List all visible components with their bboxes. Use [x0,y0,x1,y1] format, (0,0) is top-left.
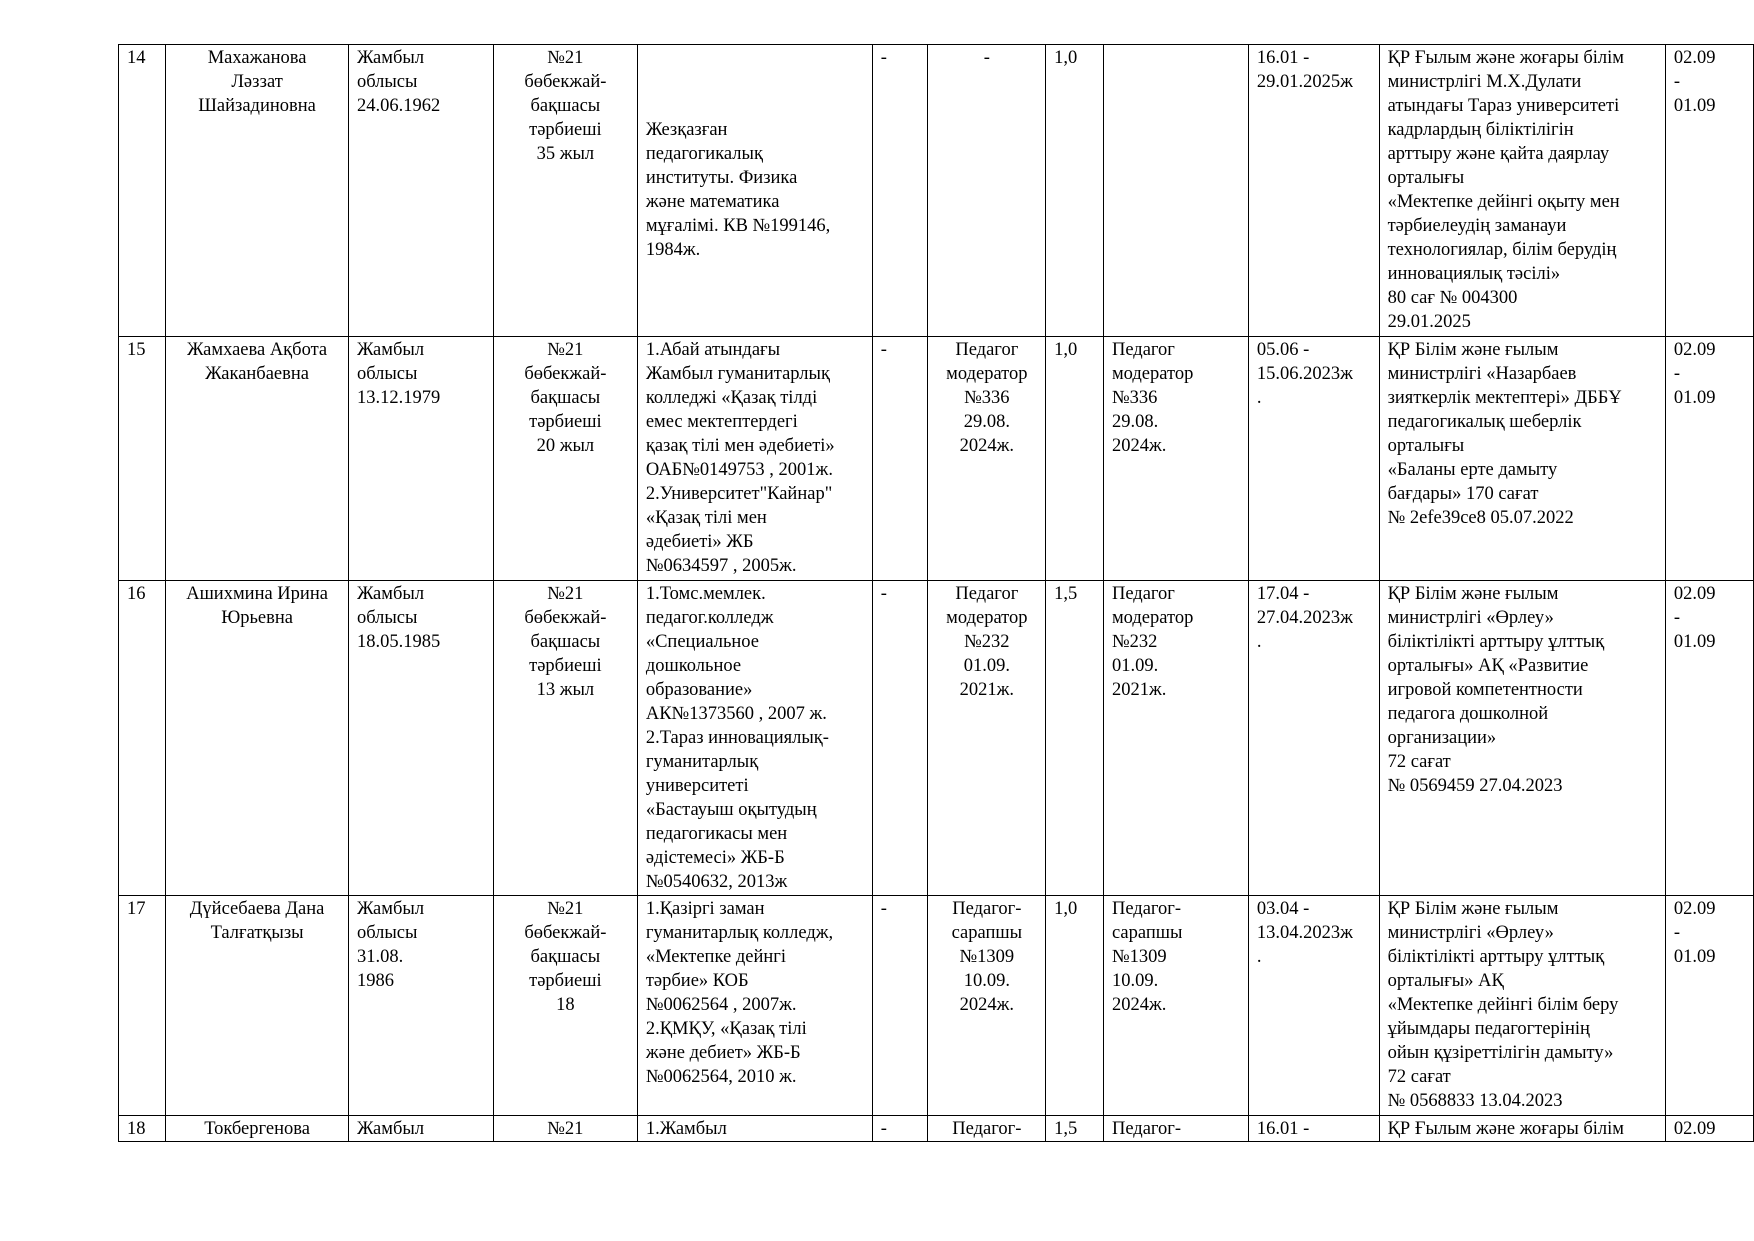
course-dates: 17.04 - 27.04.2023ж . [1248,581,1379,896]
education: 1.Абай атындағы Жамбыл гуманитарлық колледжі «Қазақ тілді емес мектептердегі қазақ тілі мен әдебиеті» ОАБ№0149753 , 2001ж. 2.Университет"Кайнар" «Қазақ тілі мен әдебиеті» ЖБ №0634597 , 2005ж. [637,337,872,581]
position-experience: №21 бөбекжай- бақшасы тәрбиеші 20 жыл [493,337,637,581]
table-row [119,45,1754,337]
category-order: Педагог модератор №232 01.09. 2021ж. [1103,581,1248,896]
workload-rate: 1,5 [1046,581,1104,896]
education: Жезқазған педагогикалық институты. Физика және математика мұғалімі. КВ №199146, 1984ж. [637,45,872,337]
period-dates: 02.09 - 01.09 [1665,45,1753,337]
course-details: ҚР Ғылым және жоғары білім министрлігі М.Х.Дулати атындағы Тараз университеті кадрлардың біліктілігін арттыру және қайта даярлау орталығы «Мектепке дейінгі оқыту мен тәрбиелеудің заманауи технологиялар, білім берудің инновациялық тәсілі» 80 сағ № 004300 29.01.2025 [1379,45,1665,337]
table-row [119,1116,1754,1142]
qualification-category: - [928,45,1046,337]
row-number: 14 [119,45,166,337]
birth-place-date: Жамбыл облысы 24.06.1962 [348,45,493,337]
dash-cell: - [872,1116,928,1142]
staff-table [118,44,1754,1142]
course-details: ҚР Білім және ғылым министрлігі «Өрлеу» біліктілікті арттыру ұлттық орталығы» АҚ «Развитие игровой компетентности педагога дошколной организации» 72 сағат № 0569459 27.04.2023 [1379,581,1665,896]
dash-cell: - [872,45,928,337]
full-name: Токбергенова [166,1116,349,1142]
workload-rate: 1,5 [1046,1116,1104,1142]
course-dates: 05.06 - 15.06.2023ж . [1248,337,1379,581]
period-dates: 02.09 - 01.09 [1665,896,1753,1116]
full-name: Махажанова Ләззат Шайзадиновна [166,45,349,337]
dash-cell: - [872,337,928,581]
workload-rate: 1,0 [1046,896,1104,1116]
course-details: ҚР Білім және ғылым министрлігі «Назарбаев зияткерлік мектептері» ДББҰ педагогикалық шеберлік орталығы «Баланы ерте дамыту бағдары» 170 сағат № 2efe39ce8 05.07.2022 [1379,337,1665,581]
position-experience: №21 бөбекжай- бақшасы тәрбиеші 18 [493,896,637,1116]
course-dates: 16.01 - 29.01.2025ж [1248,45,1379,337]
course-details: ҚР Білім және ғылым министрлігі «Өрлеу» біліктілікті арттыру ұлттық орталығы» АҚ «Мектепке дейінгі білім беру ұйымдары педагогтерінің ойын құзіреттілігін дамыту» 72 сағат № 0568833 13.04.2023 [1379,896,1665,1116]
row-number: 15 [119,337,166,581]
birth-place-date: Жамбыл облысы 18.05.1985 [348,581,493,896]
birth-place-date: Жамбыл [348,1116,493,1142]
full-name: Дүйсебаева Дана Талғатқызы [166,896,349,1116]
category-order: Педагог модератор №336 29.08. 2024ж. [1103,337,1248,581]
position-experience: №21 [493,1116,637,1142]
education: 1.Қазіргі заман гуманитарлық колледж, «Мектепке дейнгі тәрбие» КОБ №0062564 , 2007ж. 2.ҚМҚУ, «Қазақ тілі және дебиет» ЖБ-Б №0062564, 2010 ж. [637,896,872,1116]
row-number: 18 [119,1116,166,1142]
birth-place-date: Жамбыл облысы 31.08. 1986 [348,896,493,1116]
table-row [119,581,1754,896]
table-row [119,337,1754,581]
education: 1.Жамбыл [637,1116,872,1142]
category-order: Педагог- сарапшы №1309 10.09. 2024ж. [1103,896,1248,1116]
course-details: ҚР Ғылым және жоғары білім [1379,1116,1665,1142]
table-row [119,896,1754,1116]
position-experience: №21 бөбекжай- бақшасы тәрбиеші 13 жыл [493,581,637,896]
table-body [119,45,1754,1142]
qualification-category: Педагог модератор №336 29.08. 2024ж. [928,337,1046,581]
row-number: 17 [119,896,166,1116]
birth-place-date: Жамбыл облысы 13.12.1979 [348,337,493,581]
qualification-category: Педагог- [928,1116,1046,1142]
period-dates: 02.09 [1665,1116,1753,1142]
full-name: Жамхаева Ақбота Жаканбаевна [166,337,349,581]
workload-rate: 1,0 [1046,337,1104,581]
workload-rate: 1,0 [1046,45,1104,337]
period-dates: 02.09 - 01.09 [1665,581,1753,896]
category-order [1103,45,1248,337]
category-order: Педагог- [1103,1116,1248,1142]
education: 1.Томс.мемлек. педагог.колледж «Специальное дошкольное образование» АК№1373560 , 2007 ж. 2.Тараз инновациялық- гуманитарлық университеті «Бастауыш оқытудың педагогикасы мен әдістемесі» ЖБ-Б №0540632, 2013ж [637,581,872,896]
period-dates: 02.09 - 01.09 [1665,337,1753,581]
position-experience: №21 бөбекжай- бақшасы тәрбиеші 35 жыл [493,45,637,337]
row-number: 16 [119,581,166,896]
qualification-category: Педагог- сарапшы №1309 10.09. 2024ж. [928,896,1046,1116]
dash-cell: - [872,581,928,896]
course-dates: 16.01 - [1248,1116,1379,1142]
course-dates: 03.04 - 13.04.2023ж . [1248,896,1379,1116]
dash-cell: - [872,896,928,1116]
qualification-category: Педагог модератор №232 01.09. 2021ж. [928,581,1046,896]
full-name: Ашихмина Ирина Юрьевна [166,581,349,896]
